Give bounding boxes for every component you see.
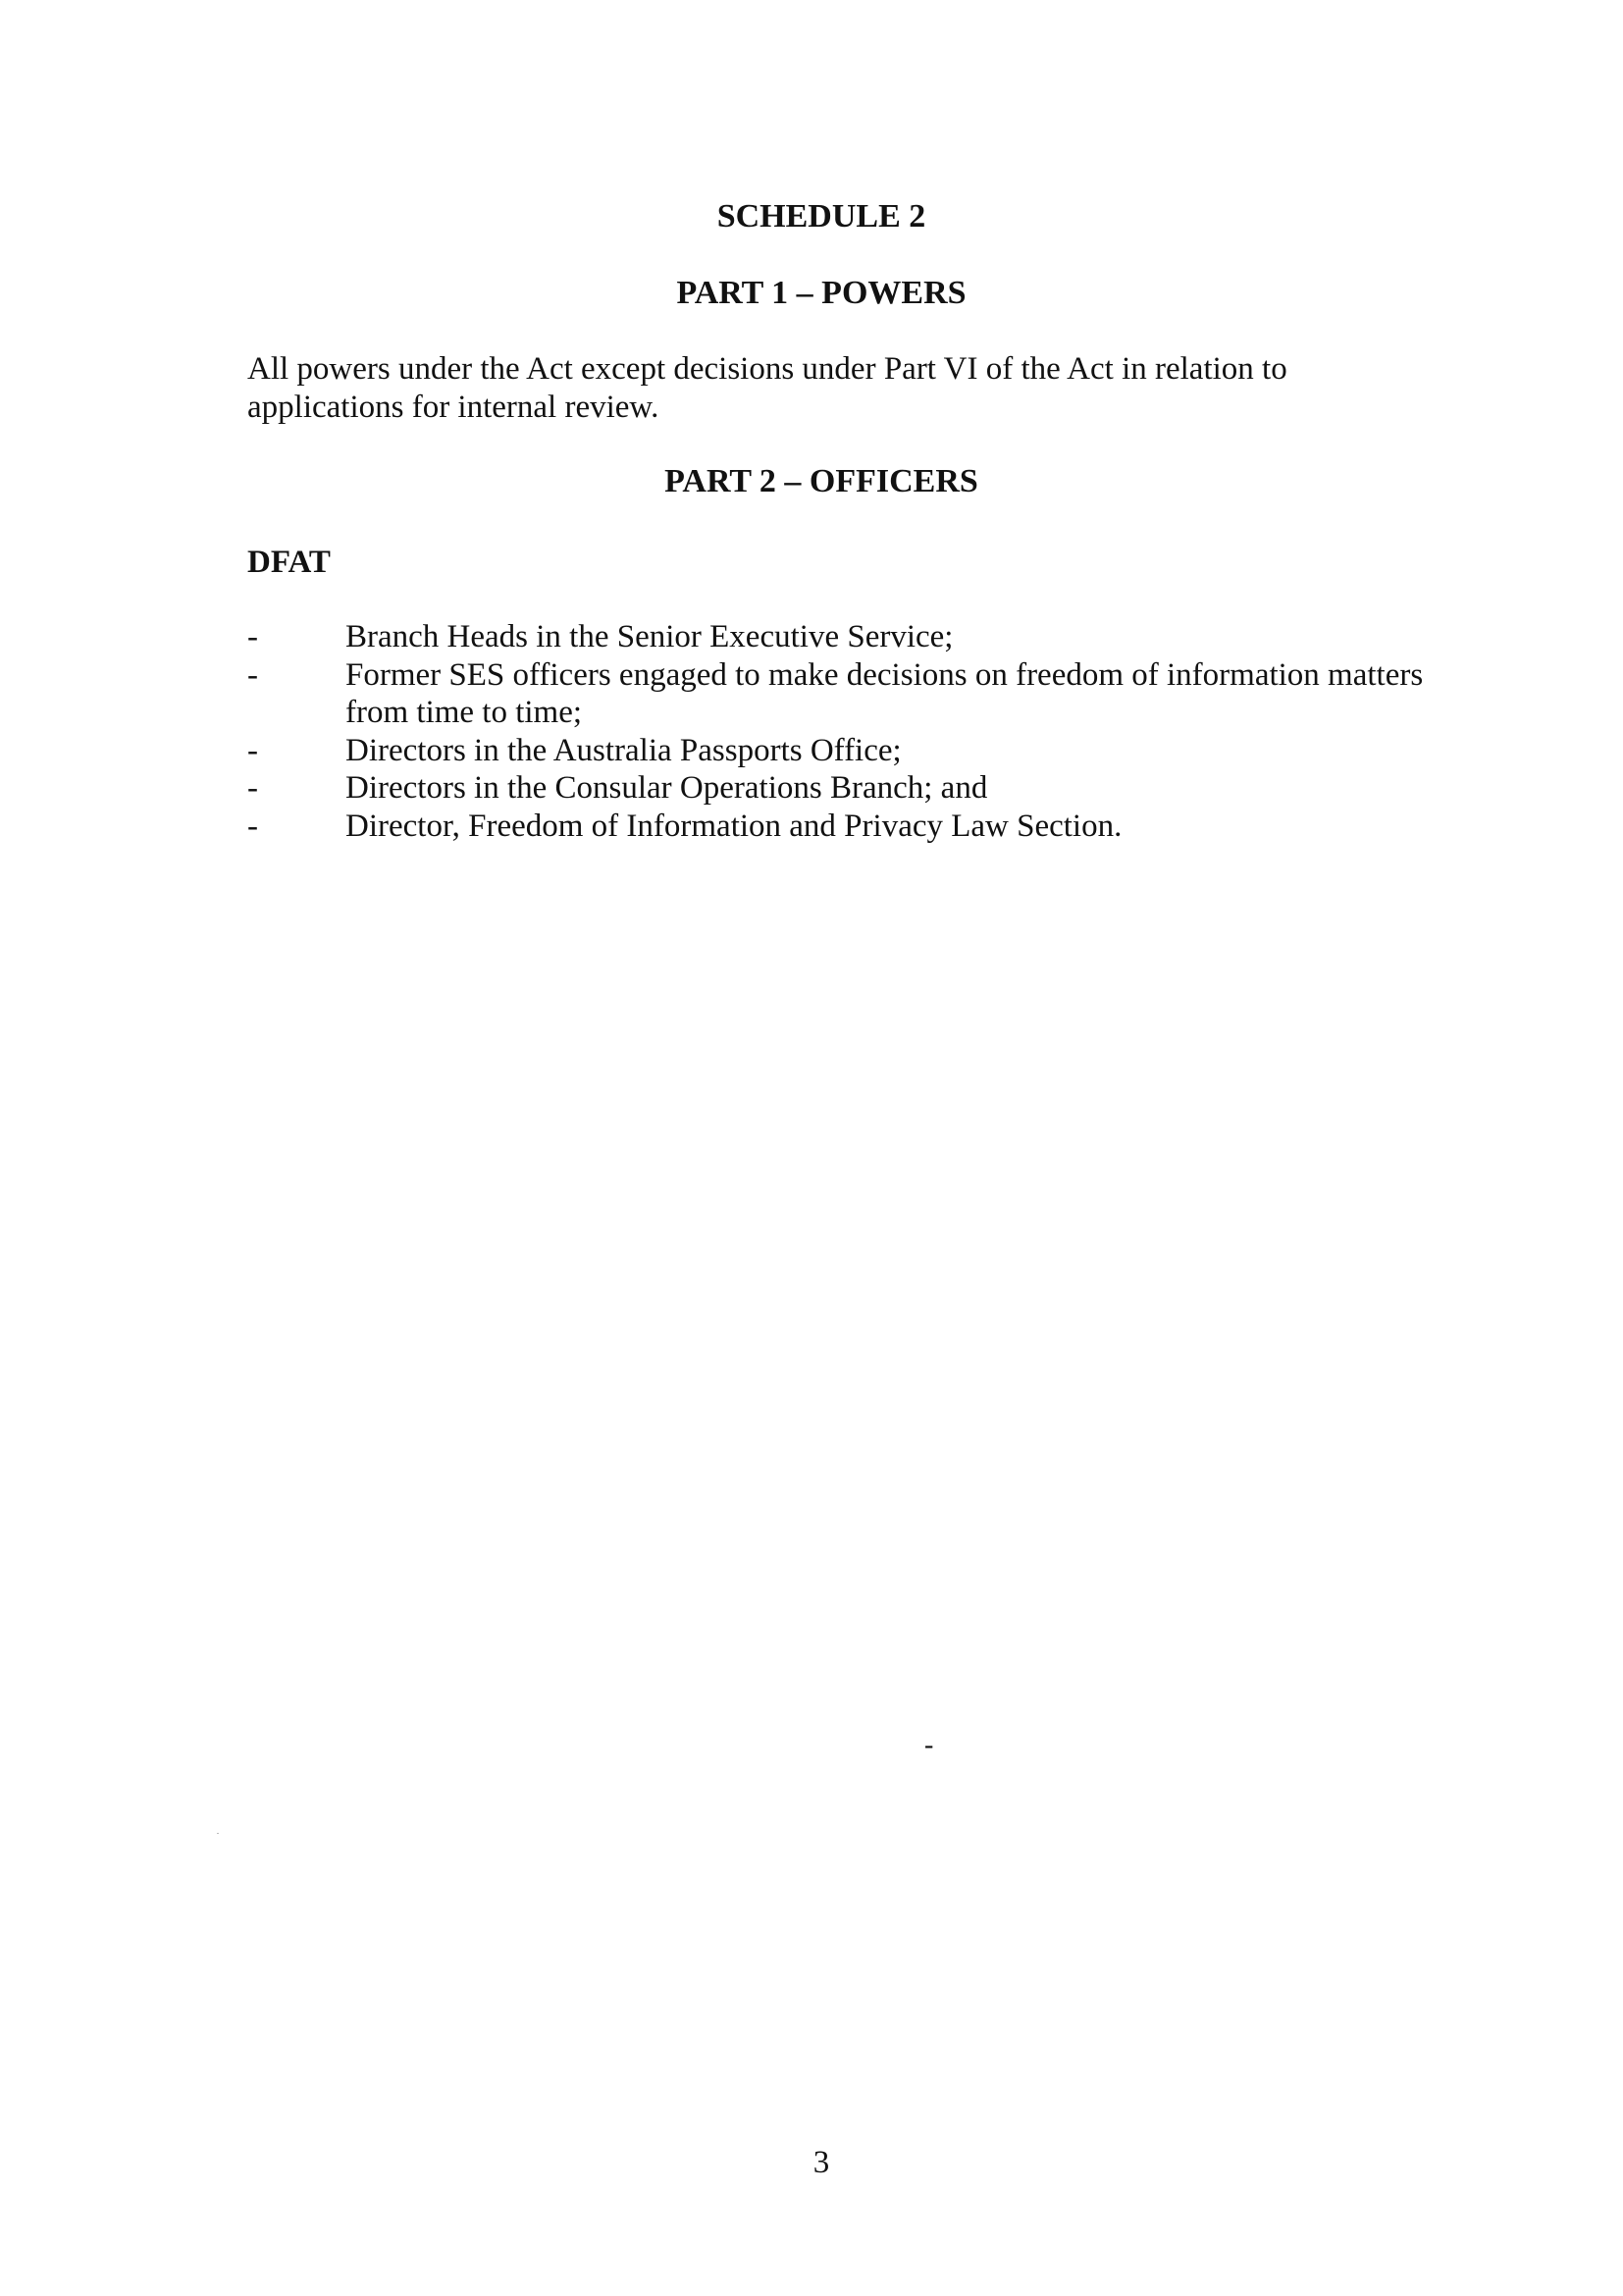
dash-bullet: -: [247, 656, 258, 693]
part-1-title: PART 1 – POWERS: [676, 275, 967, 311]
officer-list-item: [247, 808, 1425, 846]
officer-list-item: [247, 732, 1425, 770]
dash-bullet: -: [247, 732, 258, 768]
officer-list-item-text: Branch Heads in the Senior Executive Service;: [345, 619, 954, 654]
officer-list-item-text: Directors in the Australia Passports Office;: [345, 732, 902, 768]
officer-list: [247, 618, 1425, 845]
officer-list-item-text: Directors in the Consular Operations Branch; and: [345, 770, 988, 806]
dash-bullet: -: [247, 808, 258, 844]
part-1-text: All powers under the Act except decisions under Part VI of the Act in relation to applications for internal review.: [247, 351, 1287, 425]
officer-list-item: [247, 769, 1425, 808]
scan-artifact: [217, 1833, 219, 1834]
section-title-dfat: DFAT: [247, 545, 331, 580]
schedule-title: SCHEDULE 2: [716, 198, 926, 235]
officer-list-item-text: Former SES officers engaged to make decisions on freedom of information matters from time to time;: [345, 656, 1424, 730]
dash-bullet: -: [247, 619, 258, 654]
officer-list-item: [247, 618, 1425, 656]
dash-bullet: -: [247, 770, 258, 806]
part-2-title: PART 2 – OFFICERS: [664, 463, 978, 499]
stray-mark: -: [924, 1730, 934, 1760]
officer-list-item-text: Director, Freedom of Information and Privacy Law Section.: [345, 808, 1123, 844]
page-number: 3: [812, 2145, 830, 2180]
officer-list-item: [247, 656, 1425, 732]
